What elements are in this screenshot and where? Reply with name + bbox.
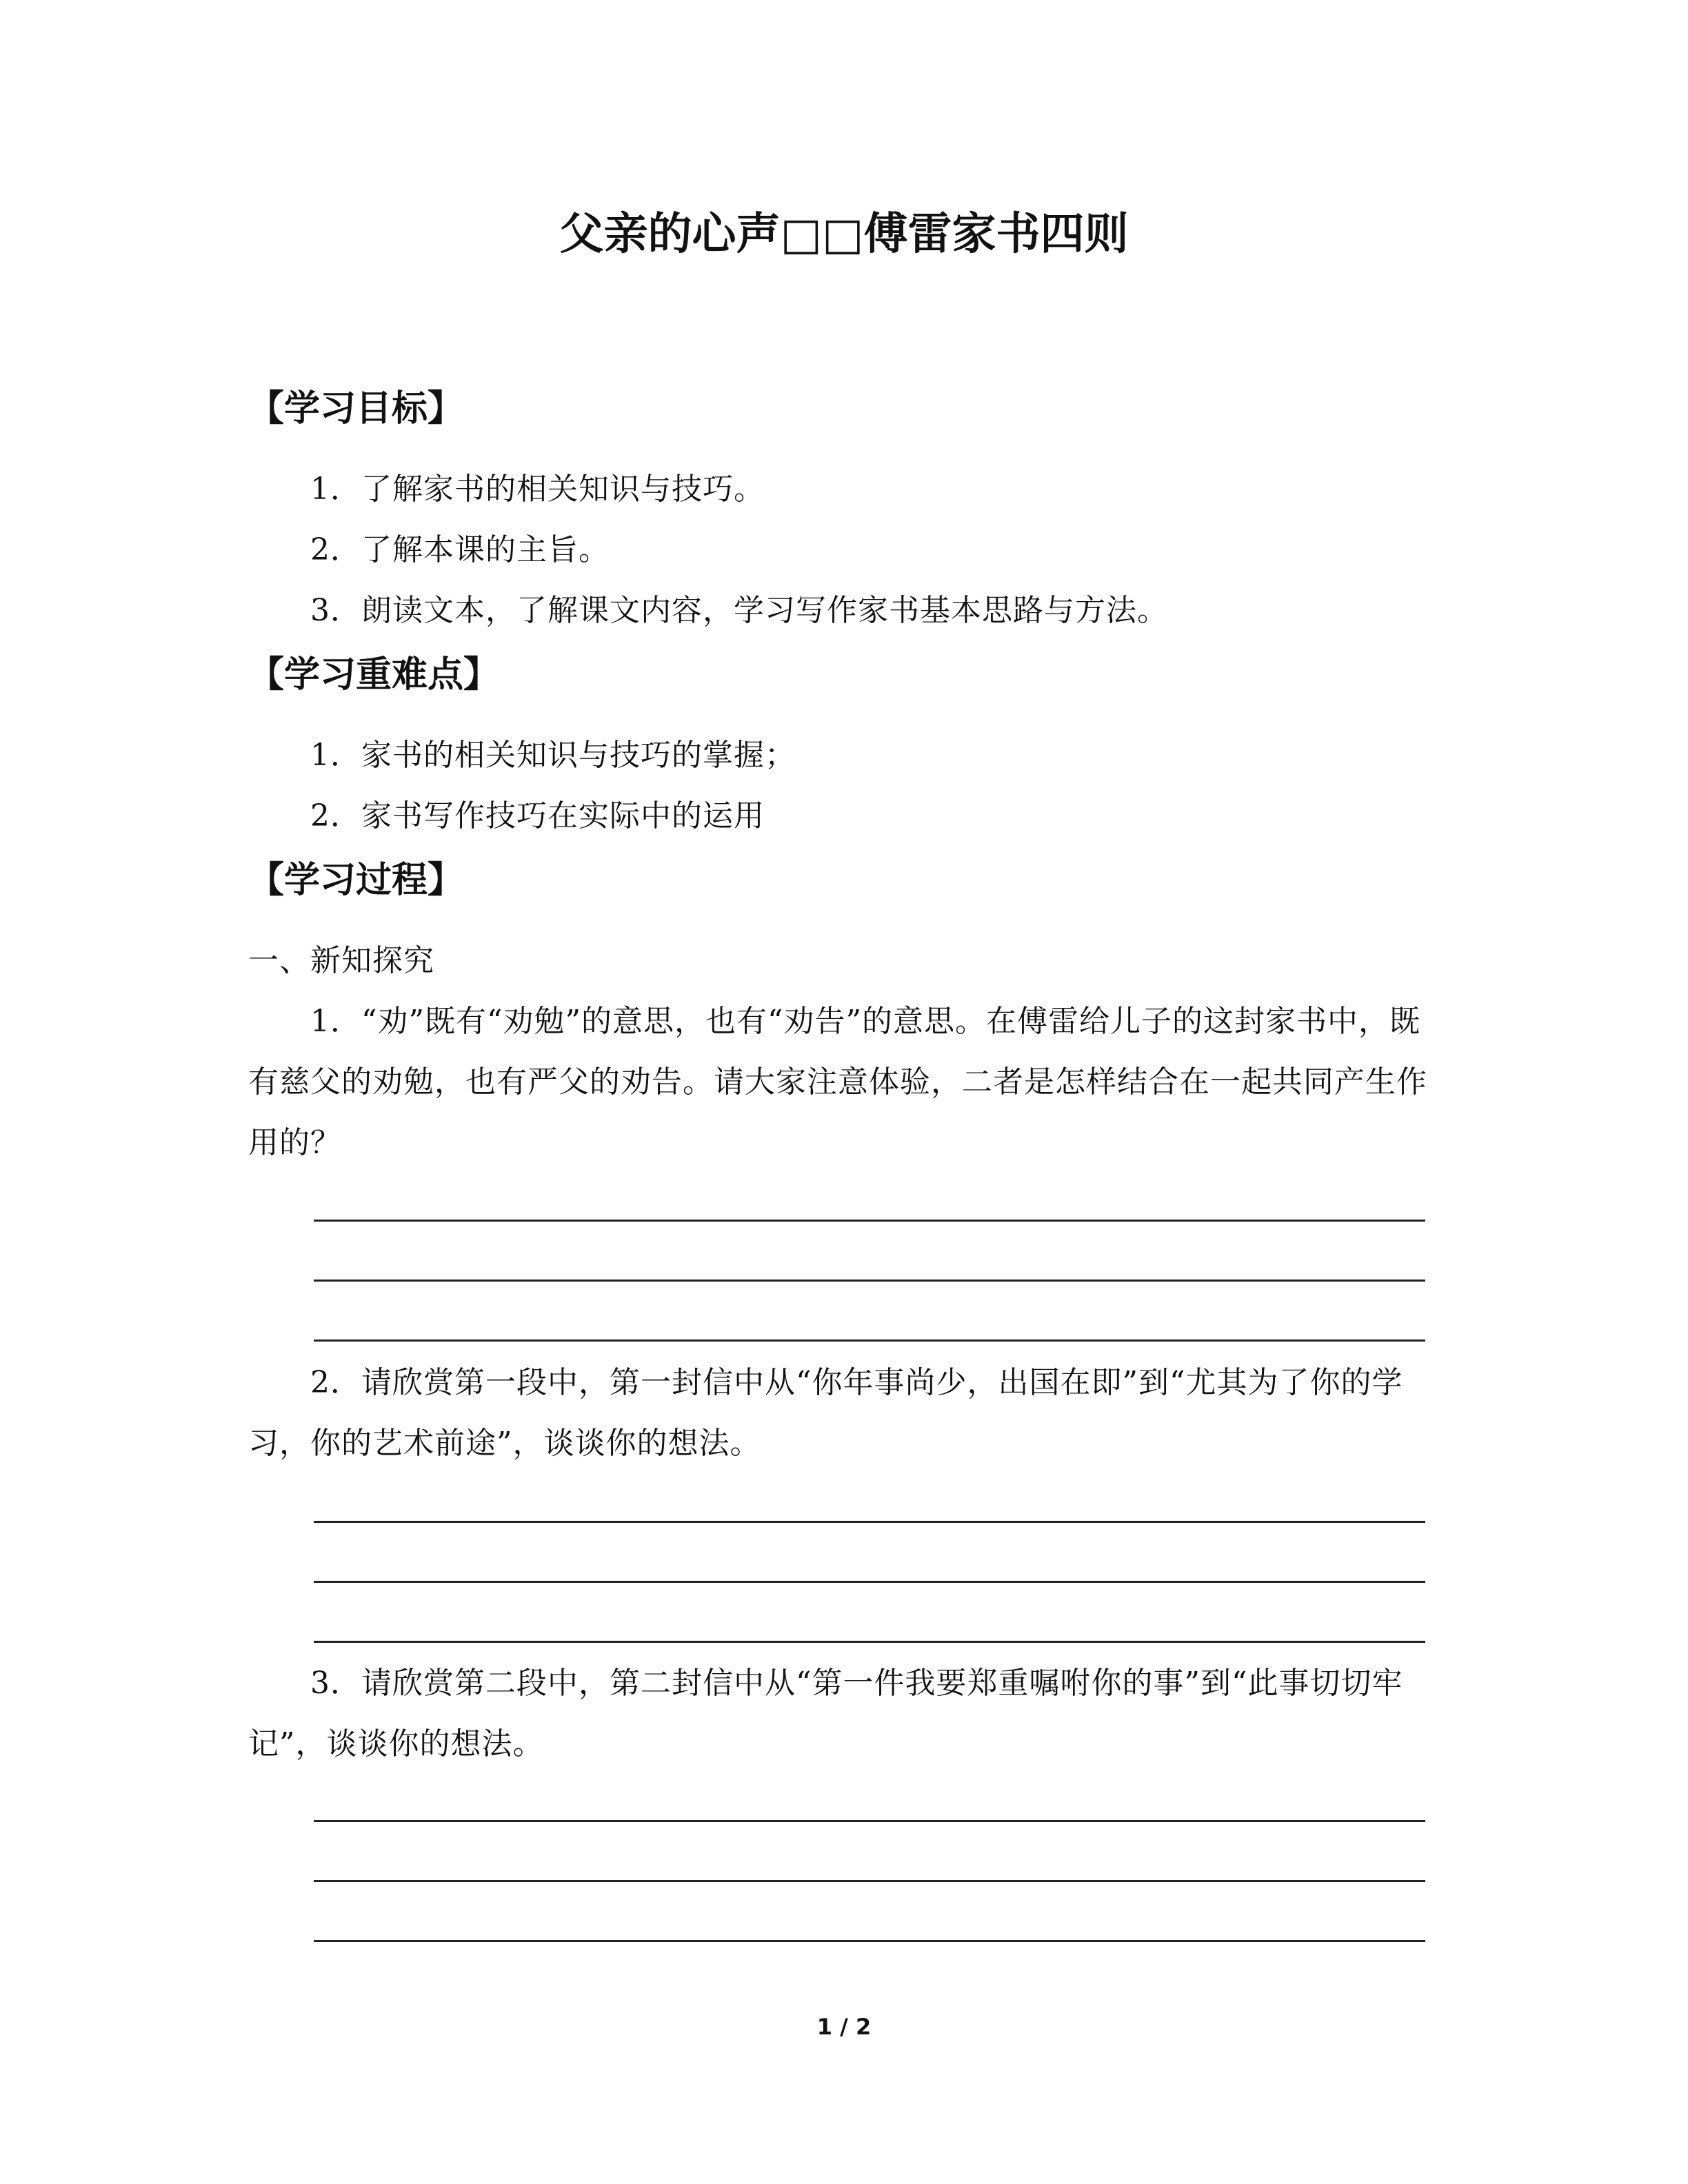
process-subheading: 一、新知探究: [248, 943, 434, 978]
page-number: 1 / 2: [816, 2014, 872, 2040]
objective-item-2: 2．了解本课的主旨。: [310, 532, 610, 567]
answer-line[interactable]: [314, 1220, 1425, 1222]
key-point-item-1: 1．家书的相关知识与技巧的掌握；: [310, 738, 796, 773]
section-heading-key-points: 【学习重难点】: [248, 654, 500, 696]
question-1: 1．“劝”既有“劝勉”的意思，也有“劝告”的意思。在傅雷给儿子的这封家书中，既有慈父的劝勉，也有严父的劝告。请大家注意体验，二者是怎样结合在一起共同产生作用的？: [248, 1004, 1427, 1160]
section-heading-process: 【学习过程】: [248, 860, 464, 901]
answer-line[interactable]: [314, 1521, 1425, 1523]
answer-line[interactable]: [314, 1940, 1425, 1942]
key-point-item-2: 2．家书写作技巧在实际中的运用: [310, 798, 765, 833]
question-2: 2．请欣赏第一段中，第一封信中从“你年事尚少，出国在即”到“尤其为了你的学习，你的艺术前途”，谈谈你的想法。: [248, 1365, 1403, 1461]
objective-item-1: 1．了解家书的相关知识与技巧。: [310, 472, 765, 507]
answer-line[interactable]: [314, 1339, 1425, 1342]
question-3: 3．请欣赏第二段中，第二封信中从“第一件我要郑重嘱咐你的事”到“此事切切牢记”，谈谈你的想法。: [248, 1666, 1403, 1761]
objective-item-3: 3．朗读文本，了解课文内容，学习写作家书基本思路与方法。: [310, 593, 1168, 628]
section-heading-objectives: 【学习目标】: [248, 388, 464, 429]
document-title: 父亲的心声□□傅雷家书四则: [559, 209, 1129, 260]
answer-line[interactable]: [314, 1820, 1425, 1822]
answer-line[interactable]: [314, 1280, 1425, 1282]
answer-line[interactable]: [314, 1880, 1425, 1882]
answer-line[interactable]: [314, 1641, 1425, 1643]
answer-line[interactable]: [314, 1581, 1425, 1583]
